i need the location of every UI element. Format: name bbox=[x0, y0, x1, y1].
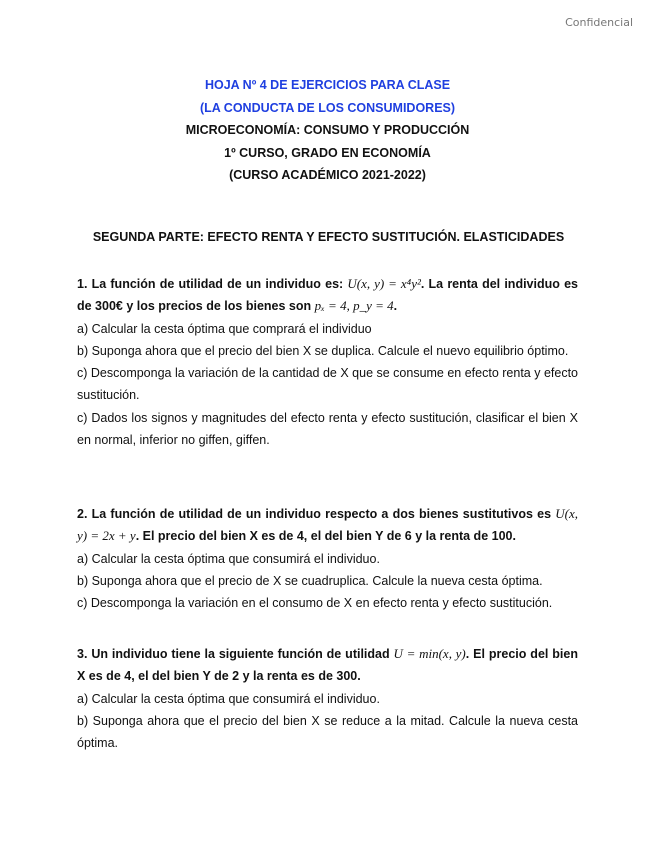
exercise-2-question-text: 2. La función de utilidad de un individuo respecto a dos bienes sustitutivos es bbox=[77, 507, 556, 521]
exercise-1-part-b: b) Suponga ahora que el precio del bien X se duplica. Calcule el nuevo equilibrio óptimo. bbox=[77, 343, 569, 358]
course-year: 1º CURSO, GRADO EN ECONOMÍA bbox=[224, 145, 431, 160]
exercise-2-question-text-2: . El precio del bien X es de 4, el del bien Y de 6 y la renta de 100. bbox=[135, 529, 516, 544]
exercise-1-question-text: 1. La función de utilidad de un individuo es: bbox=[77, 277, 348, 291]
exercise-3-part-a: a) Calcular la cesta óptima que consumirá el individuo. bbox=[77, 691, 380, 706]
course-subject: MICROECONOMÍA: CONSUMO Y PRODUCCIÓN bbox=[185, 123, 470, 137]
exercise-1-part-a: a) Calcular la cesta óptima que comprará el individuo bbox=[77, 321, 372, 336]
sheet-topic: (LA CONDUCTA DE LOS CONSUMIDORES) bbox=[199, 100, 456, 115]
exercise-3 bbox=[77, 643, 578, 754]
academic-year: (CURSO ACADÉMICO 2021-2022) bbox=[229, 168, 426, 182]
exercise-1-question bbox=[77, 273, 578, 318]
section-subtitle: SEGUNDA PARTE: EFECTO RENTA Y EFECTO SUSTITUCIÓN. ELASTICIDADES bbox=[92, 230, 565, 244]
exercise-1-part-d: c) Dados los signos y magnitudes del efecto renta y efecto sustitución, clasificar el bien X en normal, inferior no giffen, giffen. bbox=[77, 410, 578, 448]
exercise-2 bbox=[77, 503, 578, 614]
exercise-2-question bbox=[77, 503, 578, 548]
exercise-1 bbox=[77, 273, 578, 451]
exercise-3-question bbox=[77, 643, 578, 688]
sheet-title: HOJA Nº 4 DE EJERCICIOS PARA CLASE bbox=[204, 78, 451, 92]
exercise-1-utility-formula: U(x, y) = x⁴y² bbox=[347, 276, 421, 291]
exercise-3-question-text-2: . El precio del bien X es de 4, el del bien Y de 2 y la renta es de 300. bbox=[77, 647, 578, 684]
exercise-3-utility-formula: U = min(x, y) bbox=[393, 646, 466, 661]
exercise-3-question-text: 3. Un individuo tiene la siguiente función de utilidad bbox=[77, 647, 394, 661]
exercise-1-prices-formula: pₓ = 4, p_y = 4 bbox=[314, 298, 394, 314]
exercise-2-part-b: b) Suponga ahora que el precio de X se cuadruplica. Calcule la nueva cesta óptima. bbox=[77, 573, 543, 588]
exercise-3-part-b: b) Suponga ahora que el precio del bien X se reduce a la mitad. Calcule la nueva cesta óptima. bbox=[77, 713, 578, 751]
confidential-label: Confidencial bbox=[565, 16, 633, 29]
exercise-1-part-c: c) Descomponga la variación de la cantidad de X que se consume en efecto renta y efecto sustitución. bbox=[77, 366, 578, 403]
exercise-1-question-text-2: . La renta del individuo es de 300€ y los precios de los bienes son bbox=[77, 277, 578, 314]
exercise-2-utility-formula: U(x, y) = 2x + y bbox=[77, 506, 578, 544]
document-header bbox=[0, 74, 655, 187]
exercise-1-question-end: . bbox=[393, 299, 398, 314]
exercise-2-part-c: c) Descomponga la variación en el consumo de X en efecto renta y efecto sustitución. bbox=[77, 596, 553, 611]
exercise-2-part-a: a) Calcular la cesta óptima que consumirá el individuo. bbox=[77, 551, 380, 566]
